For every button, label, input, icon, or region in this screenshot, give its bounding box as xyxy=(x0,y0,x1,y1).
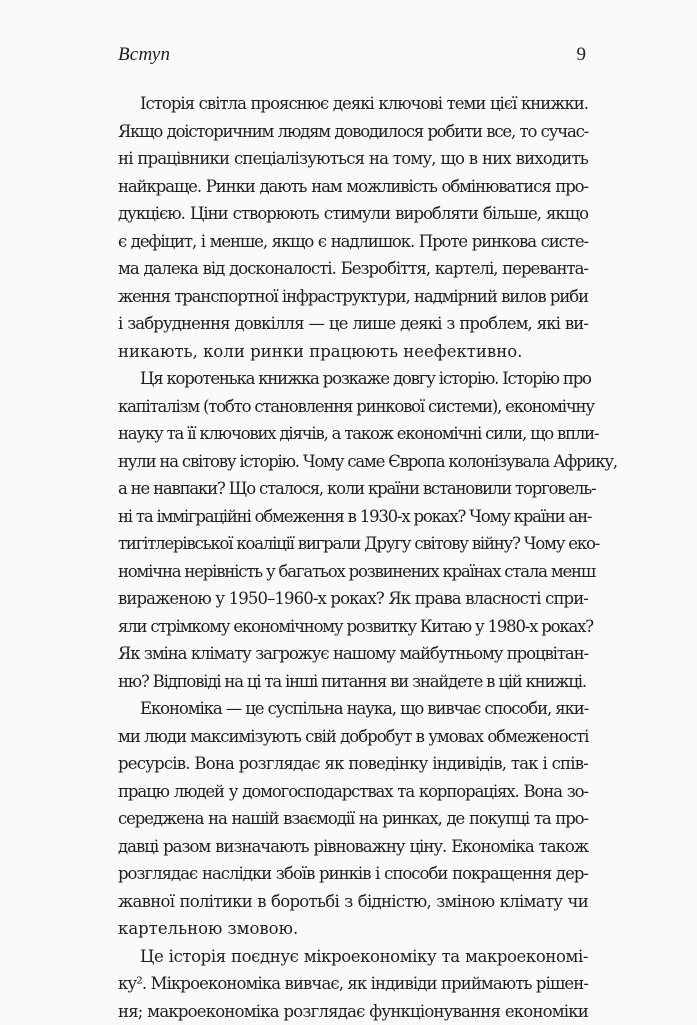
paragraph-4 xyxy=(118,943,588,1025)
text-line: Економіка — це суспільна наука, що вивчає способи, яки- xyxy=(118,695,588,723)
text-line: ня; макроекономіка розглядає функціонування економіки xyxy=(118,998,588,1025)
text-line: Ця коротенька книжка розкаже довгу історію. Історію про xyxy=(118,365,588,393)
chapter-title: Вступ xyxy=(118,44,170,66)
text-line: вираженою у 1950–1960-х роках? Як права власності спри- xyxy=(118,585,588,613)
text-line: розглядає наслідки збоїв ринків і способи покращення дер- xyxy=(118,860,588,888)
text-line: працю людей у домогосподарствах та корпораціях. Вона зо- xyxy=(118,778,588,806)
text-line: Історія світла прояснює деякі ключові теми цієї книжки. xyxy=(118,90,588,118)
text-line: номічна нерівність у багатьох розвинених країнах стала менш xyxy=(118,558,588,586)
text-line: жавної політики в боротьбі з бідністю, зміною клімату чи xyxy=(118,888,588,916)
text-line: ресурсів. Вона розглядає як поведінку індивідів, так і спів- xyxy=(118,750,588,778)
text-line: ми люди максимізують свій добробут в умовах обмеженості xyxy=(118,723,588,751)
text-line: науку та її ключових діячів, а також економічні сили, що впли- xyxy=(118,420,588,448)
text-line: ні та імміграційні обмеження в 1930-х роках? Чому країни ан- xyxy=(118,503,588,531)
page-number: 9 xyxy=(577,44,587,66)
text-line: ку². Мікроекономіка вивчає, як індивіди приймають рішен- xyxy=(118,970,588,998)
paragraph-3 xyxy=(118,695,588,943)
paragraph-1 xyxy=(118,90,588,365)
text-line: капіталізм (тобто становлення ринкової системи), економічну xyxy=(118,393,588,421)
text-line: Як зміна клімату загрожує нашому майбутньому процвітан- xyxy=(118,640,588,668)
text-line: дукцією. Ціни створюють стимули виробляти більше, якщо xyxy=(118,200,588,228)
text-line: нули на світову історію. Чому саме Європа колонізувала Африку, xyxy=(118,448,588,476)
body-text xyxy=(118,90,588,1025)
text-line: Це історія поєднує мікроекономіку та макроекономі- xyxy=(118,943,588,971)
text-line: і забруднення довкілля — це лише деякі з проблем, які ви- xyxy=(118,310,588,338)
text-line: давці разом визначають рівноважну ціну. Економіка також xyxy=(118,833,588,861)
running-header xyxy=(118,44,586,70)
text-line: никають, коли ринки працюють неефективно. xyxy=(118,338,588,366)
text-line: ню? Відповіді на ці та інші питання ви знайдете в цій книжці. xyxy=(118,668,588,696)
text-line: найкраще. Ринки дають нам можливість обмінюватися про- xyxy=(118,173,588,201)
text-line: ма далека від досконалості. Безробіття, картелі, перевантa- xyxy=(118,255,588,283)
text-line: Якщо доісторичним людям доводилося робити все, то сучас- xyxy=(118,118,588,146)
text-line: яли стрімкому економічному розвитку Китаю у 1980-х роках? xyxy=(118,613,588,641)
text-line: ні працівники спеціалізуються на тому, що в них виходить xyxy=(118,145,588,173)
text-line: а не навпаки? Що сталося, коли країни встановили торговель- xyxy=(118,475,588,503)
text-line: є дефіцит, і менше, якщо є надлишок. Проте ринкова систе- xyxy=(118,228,588,256)
text-line: ження транспортної інфраструктури, надмірний вилов риби xyxy=(118,283,588,311)
text-line: картельною змовою. xyxy=(118,915,588,943)
text-line: тигітлерівської коаліції виграли Другу світову війну? Чому еко- xyxy=(118,530,588,558)
paragraph-2 xyxy=(118,365,588,695)
text-line: середжена на нашій взаємодії на ринках, де покупці та про- xyxy=(118,805,588,833)
